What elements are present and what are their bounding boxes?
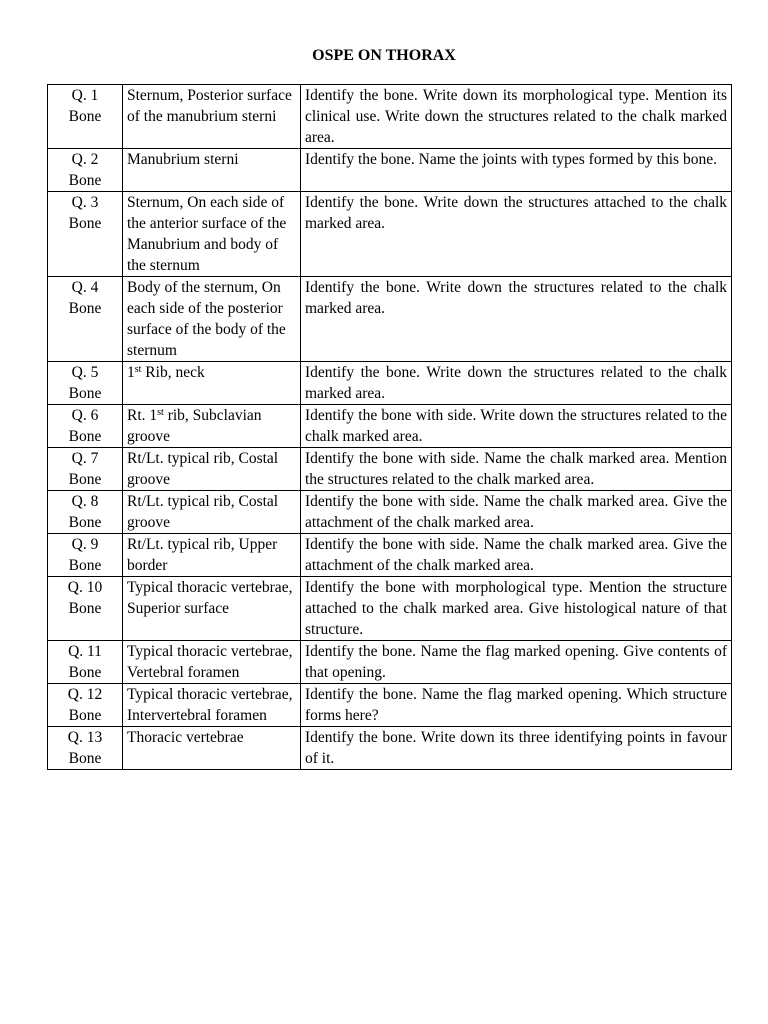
question-kind: Bone <box>68 428 102 445</box>
table-row <box>48 727 732 770</box>
specimen-cell: Body of the sternum, On each side of the posterior surface of the body of the sternum <box>123 277 301 362</box>
table-row <box>48 534 732 577</box>
specimen-cell: Typical thoracic vertebrae, Superior surface <box>123 577 301 641</box>
question-number: Q. 11 <box>68 643 102 660</box>
table-row <box>48 491 732 534</box>
specimen-cell: Sternum, Posterior surface of the manubrium sterni <box>123 85 301 149</box>
specimen-cell: Rt/Lt. typical rib, Costal groove <box>123 491 301 534</box>
question-kind: Bone <box>68 557 102 574</box>
task-cell: Identify the bone with side. Name the chalk marked area. Give the attachment of the chalk marked area. <box>301 534 732 577</box>
question-kind: Bone <box>68 600 102 617</box>
table-row <box>48 192 732 277</box>
question-cell <box>48 534 123 577</box>
question-number: Q. 4 <box>71 279 99 296</box>
question-kind: Bone <box>68 385 102 402</box>
specimen-cell: Sternum, On each side of the anterior surface of the Manubrium and body of the sternum <box>123 192 301 277</box>
specimen-text: Rib, neck <box>141 364 205 381</box>
task-cell: Identify the bone with side. Name the chalk marked area. Give the attachment of the chalk marked area. <box>301 491 732 534</box>
question-number: Q. 13 <box>67 729 103 746</box>
specimen-cell: Rt/Lt. typical rib, Costal groove <box>123 448 301 491</box>
specimen-cell <box>123 362 301 405</box>
table-row <box>48 448 732 491</box>
question-number: Q. 3 <box>71 194 99 211</box>
specimen-cell: Thoracic vertebrae <box>123 727 301 770</box>
question-cell <box>48 149 123 192</box>
page-title: OSPE ON THORAX <box>312 47 456 64</box>
table-row <box>48 405 732 448</box>
question-kind: Bone <box>68 514 102 531</box>
specimen-text: rib, Subclavian groove <box>127 407 262 445</box>
table-row <box>48 362 732 405</box>
question-number: Q. 12 <box>67 686 103 703</box>
table-row <box>48 577 732 641</box>
question-kind: Bone <box>68 300 102 317</box>
specimen-cell: Typical thoracic vertebrae, Vertebral foramen <box>123 641 301 684</box>
question-cell <box>48 684 123 727</box>
task-cell: Identify the bone. Write down its morphological type. Mention its clinical use. Write down the structures related to the chalk marked area. <box>301 85 732 149</box>
question-number: Q. 1 <box>71 87 99 104</box>
specimen-cell: Typical thoracic vertebrae, Intervertebral foramen <box>123 684 301 727</box>
table-row <box>48 149 732 192</box>
specimen-cell <box>123 405 301 448</box>
specimen-text: Rt. 1 <box>127 407 158 424</box>
specimen-cell: Rt/Lt. typical rib, Upper border <box>123 534 301 577</box>
question-kind: Bone <box>68 215 102 232</box>
task-cell: Identify the bone. Write down the structures related to the chalk marked area. <box>301 362 732 405</box>
question-kind: Bone <box>68 707 102 724</box>
question-kind: Bone <box>68 664 102 681</box>
table-row <box>48 641 732 684</box>
question-cell <box>48 277 123 362</box>
question-number: Q. 9 <box>71 536 99 553</box>
task-cell: Identify the bone with side. Write down the structures related to the chalk marked area. <box>301 405 732 448</box>
ospe-question-table <box>47 84 732 770</box>
task-cell: Identify the bone. Name the flag marked opening. Which structure forms here? <box>301 684 732 727</box>
task-cell: Identify the bone. Write down the structures related to the chalk marked area. <box>301 277 732 362</box>
question-kind: Bone <box>68 172 102 189</box>
question-cell <box>48 727 123 770</box>
question-number: Q. 7 <box>71 450 99 467</box>
question-cell <box>48 85 123 149</box>
question-cell <box>48 577 123 641</box>
question-kind: Bone <box>68 108 102 125</box>
question-kind: Bone <box>68 471 102 488</box>
question-number: Q. 2 <box>71 151 99 168</box>
task-cell: Identify the bone with side. Name the chalk marked area. Mention the structures related to the chalk marked area. <box>301 448 732 491</box>
ordinal-suffix: st <box>157 407 164 418</box>
question-number: Q. 5 <box>71 364 99 381</box>
task-cell: Identify the bone. Name the joints with types formed by this bone. <box>301 149 732 192</box>
question-kind: Bone <box>68 750 102 767</box>
task-cell: Identify the bone. Name the flag marked opening. Give contents of that opening. <box>301 641 732 684</box>
question-number: Q. 10 <box>67 579 103 596</box>
specimen-cell: Manubrium sterni <box>123 149 301 192</box>
question-cell <box>48 641 123 684</box>
question-cell <box>48 448 123 491</box>
question-cell <box>48 405 123 448</box>
table-row <box>48 277 732 362</box>
task-cell: Identify the bone. Write down its three identifying points in favour of it. <box>301 727 732 770</box>
question-number: Q. 8 <box>71 493 99 510</box>
question-cell <box>48 491 123 534</box>
ordinal-suffix: st <box>134 364 142 375</box>
question-number: Q. 6 <box>71 407 99 424</box>
specimen-text: 1 <box>127 364 135 381</box>
question-cell <box>48 362 123 405</box>
task-cell: Identify the bone with morphological type. Mention the structure attached to the chalk marked area. Give histological nature of that structure. <box>301 577 732 641</box>
question-cell <box>48 192 123 277</box>
table-row <box>48 85 732 149</box>
table-row <box>48 684 732 727</box>
task-cell: Identify the bone. Write down the structures attached to the chalk marked area. <box>301 192 732 277</box>
